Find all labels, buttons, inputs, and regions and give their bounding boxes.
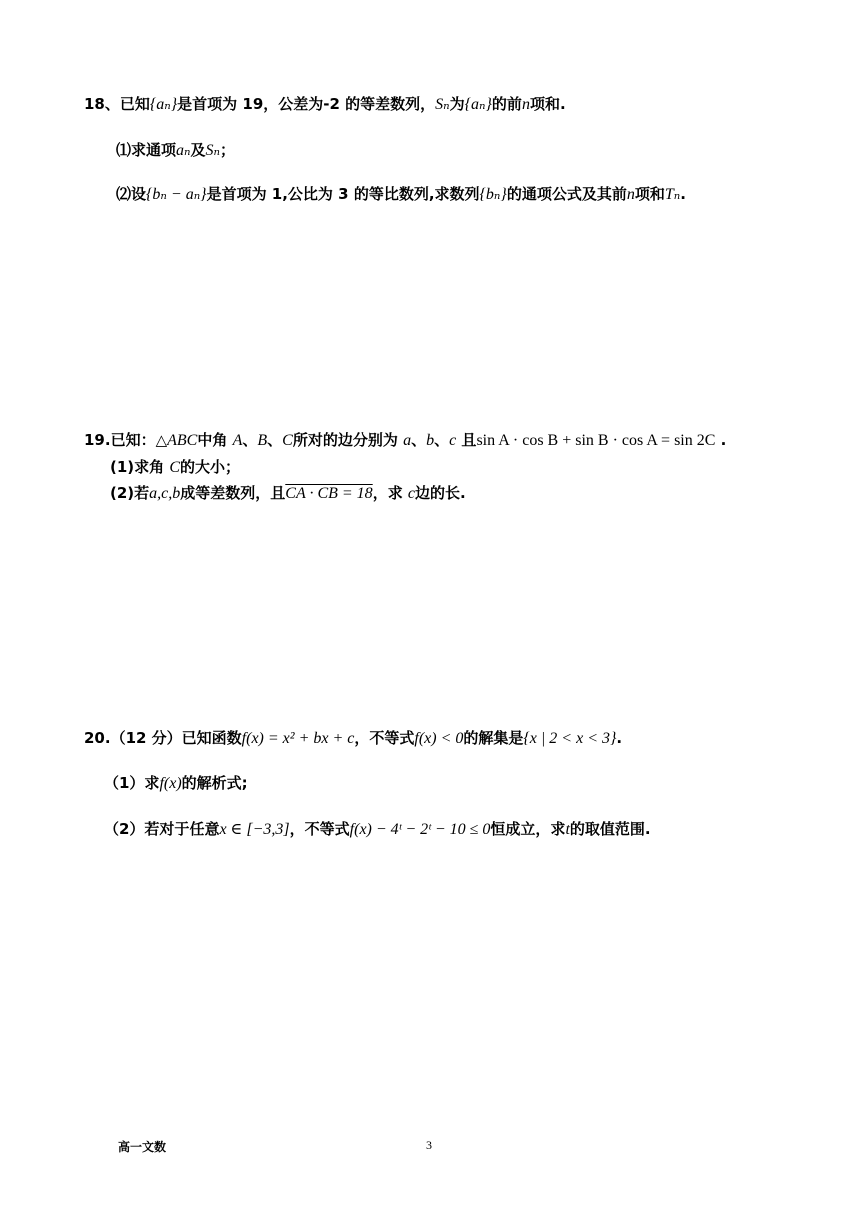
q20-stem-a: 20.（12 分）已知函数 bbox=[84, 729, 242, 747]
q19-B: B bbox=[257, 432, 268, 449]
q18-p2-bn: {bₙ} bbox=[479, 186, 507, 203]
q19-p2-c: ，求 bbox=[372, 484, 408, 502]
q18-stem-a: 18、已知 bbox=[84, 95, 150, 113]
q18-sn: Sₙ bbox=[435, 96, 450, 113]
q20-p2-d: 的取值范围. bbox=[569, 820, 651, 838]
q19-part1 bbox=[110, 455, 240, 480]
q20-stem-b: ，不等式 bbox=[354, 729, 415, 747]
q19-stem-c: 所对的边分别为 bbox=[292, 431, 404, 449]
q19-sep1: 、 bbox=[242, 431, 258, 449]
q18-p2-e: . bbox=[680, 185, 686, 203]
q18-p1-sn: Sₙ bbox=[205, 142, 220, 159]
page-number: 3 bbox=[426, 1138, 432, 1152]
q19-p1-C: C bbox=[169, 459, 181, 476]
q20-p1-fx: f(x) bbox=[159, 775, 182, 792]
q19-equation: sin A · cos B + sin B · cos A = sin 2C bbox=[476, 432, 716, 449]
q19-sep3: 、 bbox=[411, 431, 427, 449]
q18-p1-c: ； bbox=[220, 141, 236, 159]
q18-p2-c: 的通项公式及其前 bbox=[506, 185, 627, 203]
q19-stem bbox=[84, 428, 726, 453]
q20-p2-t: t bbox=[565, 821, 570, 838]
q19-abc: ABC bbox=[167, 432, 198, 449]
q20-ineq: f(x) < 0 bbox=[414, 730, 464, 747]
q20-part1 bbox=[104, 771, 248, 796]
q20-part2 bbox=[104, 817, 651, 842]
q19-p2-d: 边的长. bbox=[415, 484, 466, 502]
q20-stem bbox=[84, 726, 622, 751]
q18-p1-b: 及 bbox=[190, 141, 206, 159]
q19-b: b bbox=[426, 432, 435, 449]
q20-set: {x | 2 < x < 3} bbox=[523, 730, 617, 747]
q19-p2-vec: CA · CB = 18 bbox=[285, 485, 373, 502]
q20-p2-c: 恒成立，求 bbox=[490, 820, 566, 838]
q18-n: n bbox=[521, 96, 530, 113]
q19-stem-a: 19.已知：△ bbox=[84, 431, 168, 449]
q20-stem-d: . bbox=[616, 729, 623, 747]
q19-stem-e: . bbox=[715, 431, 727, 449]
q20-fx: f(x) = x² + bx + c bbox=[241, 730, 355, 747]
q18-stem-d: 的前 bbox=[491, 95, 522, 113]
q19-a: a bbox=[403, 432, 412, 449]
q18-set-an: {aₙ} bbox=[149, 96, 178, 113]
q20-p2-b: ，不等式 bbox=[289, 820, 350, 838]
q19-p2-cc: c bbox=[407, 485, 416, 502]
q18-p2-n: n bbox=[626, 186, 635, 203]
q18-stem-b: 是首项为 19，公差为-2 的等差数列， bbox=[177, 95, 436, 113]
q19-p2-acb: a,c,b bbox=[149, 485, 181, 502]
q19-stem-d: 且 bbox=[456, 431, 477, 449]
q19-p2-b: 成等差数列，且 bbox=[180, 484, 286, 502]
q18-stem bbox=[84, 92, 566, 117]
q20-stem-c: 的解集是 bbox=[463, 729, 524, 747]
q20-p2-x: x ∈ [−3,3] bbox=[219, 821, 290, 838]
q19-C: C bbox=[282, 432, 293, 449]
q18-part2 bbox=[116, 182, 686, 207]
q19-sep2: 、 bbox=[267, 431, 283, 449]
q19-stem-b: 中角 bbox=[197, 431, 233, 449]
footer-label: 高一文数 bbox=[118, 1140, 167, 1154]
q18-p2-tn: Tₙ bbox=[664, 186, 681, 203]
q20-p2-a: （2）若对于任意 bbox=[104, 820, 220, 838]
q19-p1-b: 的大小； bbox=[180, 458, 241, 476]
q19-c: c bbox=[449, 432, 457, 449]
q19-part2 bbox=[110, 481, 466, 506]
q20-p2-ineq: f(x) − 4ᵗ − 2ᵗ − 10 ≤ 0 bbox=[349, 821, 491, 838]
q20-p1-a: （1）求 bbox=[104, 774, 160, 792]
q18-p2-d: 项和 bbox=[634, 185, 665, 203]
q18-stem-c: 为 bbox=[449, 95, 465, 113]
q18-part1 bbox=[116, 138, 235, 163]
q19-p1-a: (1)求角 bbox=[110, 458, 170, 476]
q19-A: A bbox=[232, 432, 243, 449]
q18-p2-a: ⑵设 bbox=[116, 185, 147, 203]
q18-p1-an: aₙ bbox=[176, 142, 191, 159]
q18-p2-b: 是首项为 1,公比为 3 的等比数列,求数列 bbox=[206, 185, 480, 203]
q19-sep4: 、 bbox=[434, 431, 450, 449]
q18-p2-set: {bₙ − aₙ} bbox=[146, 186, 207, 203]
q19-p2-a: (2)若 bbox=[110, 484, 150, 502]
q18-stem-e: 项和. bbox=[529, 95, 566, 113]
q18-set-an2: {aₙ} bbox=[464, 96, 492, 113]
q18-p1-a: ⑴求通项 bbox=[116, 141, 177, 159]
q20-p1-b: 的解析式; bbox=[181, 774, 248, 792]
